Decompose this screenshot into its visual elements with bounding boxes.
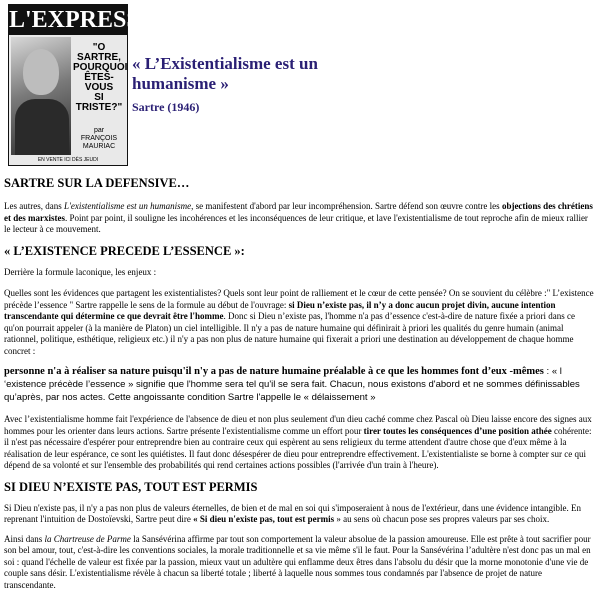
text-run: » au sens où chacun pose ses propres valeurs par ses choix. xyxy=(334,514,550,524)
article-body xyxy=(4,176,594,591)
paragraph-key-thesis xyxy=(4,365,594,404)
text-run: Quelles sont les évidences que partagent les existentialistes? Quels sont leur point de ralliement et le cœur de cette pensée? On se souvient du célèbre :" L’existence précède l’essence " Sartre rappelle le sens de la formule au début de l'ouvrage: xyxy=(4,288,594,310)
bold-run: si Dieu n’existe pas, il n’y a donc aucun projet divin, aucune intention transcendante qui détermine ce que devrait être l'homme xyxy=(4,299,556,321)
cover-footer: EN VENTE ICI DÈS JEUDI xyxy=(37,157,99,163)
bold-run: « Si dieu n'existe pas, tout est permis xyxy=(193,514,335,524)
paragraph-evidences xyxy=(4,288,594,357)
bold-run: tirer toutes les conséquences d’une position athée xyxy=(363,425,552,436)
paragraph-enjeux: Derrière la formule laconique, les enjeux : xyxy=(4,266,157,277)
text-run: . Point par point, il souligne les incohérences et les inconséquences de leur critique, et lave l'existentialisme de tout reproche afin de mieux rallier le lecteur à ce mouvement. xyxy=(4,212,588,234)
text-run: Ainsi dans xyxy=(4,533,45,544)
text-run: cohérente: il n'est pas nécessaire d'espérer pour entreprendre bien au contraire ceux qui espèrent au sens religieux du terme attendent d'autre chose que d'eux même à la réalisation de leur espérance, ce sont les quiétistes. Il faut donc désespérer de dieu pour entreprendre effectivement. L'existentialiste se borne à compter sur ce qui dépend de sa volonté et sur l'ensemble des probabilités qui rend certaines actions possibles (l'arrivée d'un train à l'heure). xyxy=(4,425,592,470)
portrait-suit xyxy=(15,99,69,155)
section-heading-existence: « L’EXISTENCE PRECEDE L’ESSENCE »: xyxy=(4,243,245,258)
book-title: la Chartreuse de Parme xyxy=(44,533,131,544)
text-run: Si Dieu n'existe pas, il n'y a pas non plus de valeurs éternelles, de bien et de mal en soi qui s'imposeraient à nous de l'extérieur, dans une évidence intangible. En reprenant l'intuition de Dostoïevski, Sartre peut dire xyxy=(4,502,581,524)
page-title: « L’Existentialisme est un humanisme » xyxy=(132,54,318,93)
book-title: L'existentialisme est un humanisme xyxy=(63,201,192,211)
paragraph-atheism xyxy=(4,414,594,472)
text-run: . Donc si Dieu n’existe pas, l'homme n'a pas d’essence c'est-à-dire de nature fixée a priori dans ce qu'on pourrait appeler (à la manière de Platon) un ciel intelligible. Il n'y a pas de nature humaine qui définirait à priori les qualités du genre humain (animal rationnel, politique, esthétique, religieux etc.) il n'y a pas non plus de nature humaine qui fixerait a priori une destination au développement de chaque homme concret : xyxy=(4,311,576,356)
bold-run: personne n'a à réaliser sa nature puisqu'il n'y a pas de nature humaine préalable à ce que les hommes font d’eux -mêmes xyxy=(4,366,544,377)
text-run: la Sansévérina affirme par tout son comportement la valeur absolue de la passion amoureuse. Elle est prête à tout sacrifier pour son bel amour, tout, c'est-à-dire les conventions sociales, la morale traditionnelle et sa vie même s'il le faut. Pour la Sansévérina l’adultère n'est donc pas un mal en soi : quand l'échelle de valeur est fixée par la passion, mieux vaut un adultère qui enflamme deux êtres dans l'absolu du désir que la morne monotonie d'une vie de couple sans désir. L'existentialisme révèle à chacun sa liberté totale ; liberté à laquelle nous sommes tous condamnés par l'absence de projet de nature transcendante. xyxy=(4,533,591,590)
paragraph-defensive xyxy=(4,201,594,236)
text-run: , se manifestent d'abord par leur incompréhension. Sartre défend son œuvre contre les xyxy=(191,201,502,211)
portrait-face xyxy=(23,49,59,95)
section-heading-defensive: SARTRE SUR LA DEFENSIVE… xyxy=(4,176,190,190)
text-run: Les autres, dans xyxy=(4,201,64,211)
portrait-photo xyxy=(11,37,71,155)
section-heading-tout-permis: SI DIEU N’EXISTE PAS, TOUT EST PERMIS xyxy=(4,479,258,494)
cover-headline: "O SARTRE, POURQUOI ÊTES-VOUS SI TRISTE?" xyxy=(73,42,128,113)
cover-masthead: L'EXPRESS xyxy=(9,7,140,33)
bold-run: objections des chrétiens et des marxistes xyxy=(4,201,593,223)
magazine-cover-image xyxy=(8,4,140,166)
text-run: : « l ‘existence précède l’essence » signifie que l'homme sera tel qu'il se sera fait. Chacun, nous existons d'abord et ne sommes définissables qu’après, par nos actes. Cette angoissante condition Sartre l'appelle le « délaissement » xyxy=(4,366,580,403)
paragraph-sanseverina xyxy=(4,534,594,592)
text-run: Avec l’existentialisme homme fait l'expérience de l'absence de dieu et non plus seulement d'un dieu caché comme chez Pascal où Dieu laisse encore des signes aux hommes pour les orienter dans leurs actions. Sartre présente l'existentialisme comme un effort pour xyxy=(4,414,592,436)
paragraph-valeurs xyxy=(4,503,594,526)
cover-byline: par FRANÇOIS MAURIAC xyxy=(80,127,118,150)
page-subtitle: Sartre (1946) xyxy=(132,100,200,114)
